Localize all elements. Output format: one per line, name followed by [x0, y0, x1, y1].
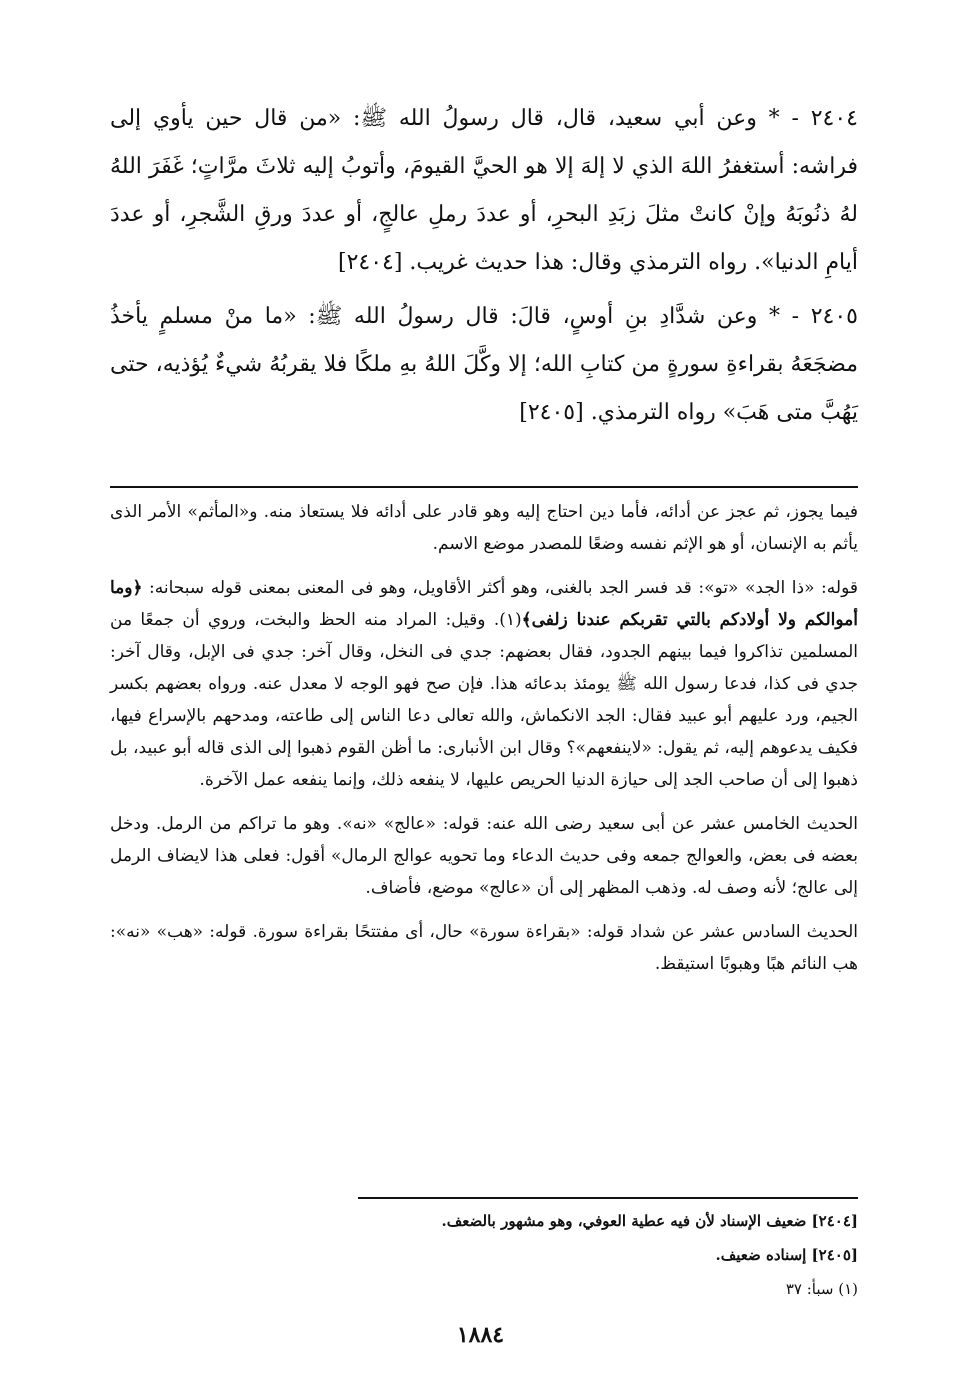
footnote-divider [358, 1197, 858, 1199]
commentary-text: (١). وقيل: المراد منه الحظ والبخت، وروي أن جمعًا من المسلمين تذاكروا فيما بينهم الجدود، فقال بعضهم: جدي فى النخل، وقال آخر: جدي فى الإبل، وقال آخر: جدي فى كذا، فدعا رسول الله ﷺ يومئذ بدعائه هذا. فإن صح فهو الوجه لا معدل عنه. ورواه بعضهم بكسر الجيم، ورد عليهم أبو عبيد فقال: الجد الانكماش، والله تعالى دعا الناس إلى طاعته، ومدحهم بالإسراع فيها، فكيف يدعوهم إليه، ثم يقول: «لاينفعهم»؟ وقال ابن الأنبارى: ما أظن القوم ذهبوا إلى الذى قاله أبو عبيد، بل ذهبوا إلى أن صاحب الجد إلى حيازة الدنيا الحريص عليها، لا ينفعه ذلك، وإنما ينفعه عمل الآخرة. [110, 610, 858, 790]
footnote: [٢٤٠٤] ضعيف الإسناد لأن فيه عطية العوفي، وهو مشهور بالضعف. [441, 1212, 858, 1230]
quran-verse: ﴿وما أموالكم ولا أولادكم بالتي تقربكم عندنا زلفى﴾ [110, 578, 859, 630]
footnotes [110, 1210, 858, 1312]
hadith-2404: ٢٤٠٤ - * وعن أبي سعيد، قال، قال رسولُ الله ﷺ: «من قال حين يأوي إلى فراشه: أستغفرُ اللهَ الذي لا إلهَ إلا هو الحيَّ القيومَ، وأتوبُ إليه ثلاثَ مرَّاتٍ؛ غَفَرَ اللهُ لهُ ذنُوبَهُ وإنْ كانتْ مثلَ زبَدِ البحرِ، أو عددَ رملِ عالجٍ، أو عددَ ورقِ الشَّجرِ، أو عددَ أيامِ الدنيا». رواه الترمذي وقال: هذا حديث غريب. [٢٤٠٤] [110, 106, 858, 275]
hadith-section [110, 95, 858, 443]
commentary-paragraph: الحديث السادس عشر عن شداد قوله: «بقراءة سورة» حال، أى مفتتحًا بقراءة سورة. قوله: «هب» «نه»: هب النائم هبًا وهبوبًا استيقظ. [110, 922, 858, 974]
commentary-paragraph: الحديث الخامس عشر عن أبى سعيد رضى الله عنه: قوله: «عالج» «نه». وهو ما تراكم من الرمل. ودخل بعضه فى بعض، والعوالج جمعه وفى حديث الدعاء وما تحويه عوالج الرمال» أقول: فعلى هذا لايضاف الرمل إلى عالج؛ لأنه وصف له. وذهب المظهر إلى أن «عالج» موضع، فأضاف. [110, 814, 858, 898]
commentary-section [110, 496, 858, 992]
footnote: [٢٤٠٥] إسناده ضعيف. [715, 1246, 858, 1264]
commentary-paragraph [110, 572, 858, 796]
page-number: ١٨٨٤ [456, 1322, 505, 1348]
commentary-paragraph: فيما يجوز، ثم عجز عن أدائه، فأما دين احتاج إليه وهو قادر على أدائه فلا يستعاذ منه. و«المأثم» الأمر الذى يأثم به الإنسان، أو هو الإثم نفسه وضعًا للمصدر موضع الاسم. [110, 502, 858, 554]
footnote: (١) سبأ: ٣٧ [785, 1280, 858, 1298]
hadith-2405: ٢٤٠٥ - * وعن شدَّادِ بنِ أوسٍ، قالَ: قال رسولُ الله ﷺ: «ما منْ مسلمٍ يأخذُ مضجَعَهُ بقراءةِ سورةٍ من كتابِ الله؛ إلا وكَّلَ اللهُ بهِ ملكًا فلا يقربُهُ شيءٌ يُؤذيه، حتى يَهُبَّ متى هَبَ» رواه الترمذي. [٢٤٠٥] [110, 304, 858, 425]
commentary-text: قوله: «ذا الجد» «تو»: قد فسر الجد بالغنى، وهو أكثر الأقاويل، وهو فى المعنى بمعنى قوله سبحانه: [142, 578, 858, 598]
section-divider [110, 486, 858, 488]
